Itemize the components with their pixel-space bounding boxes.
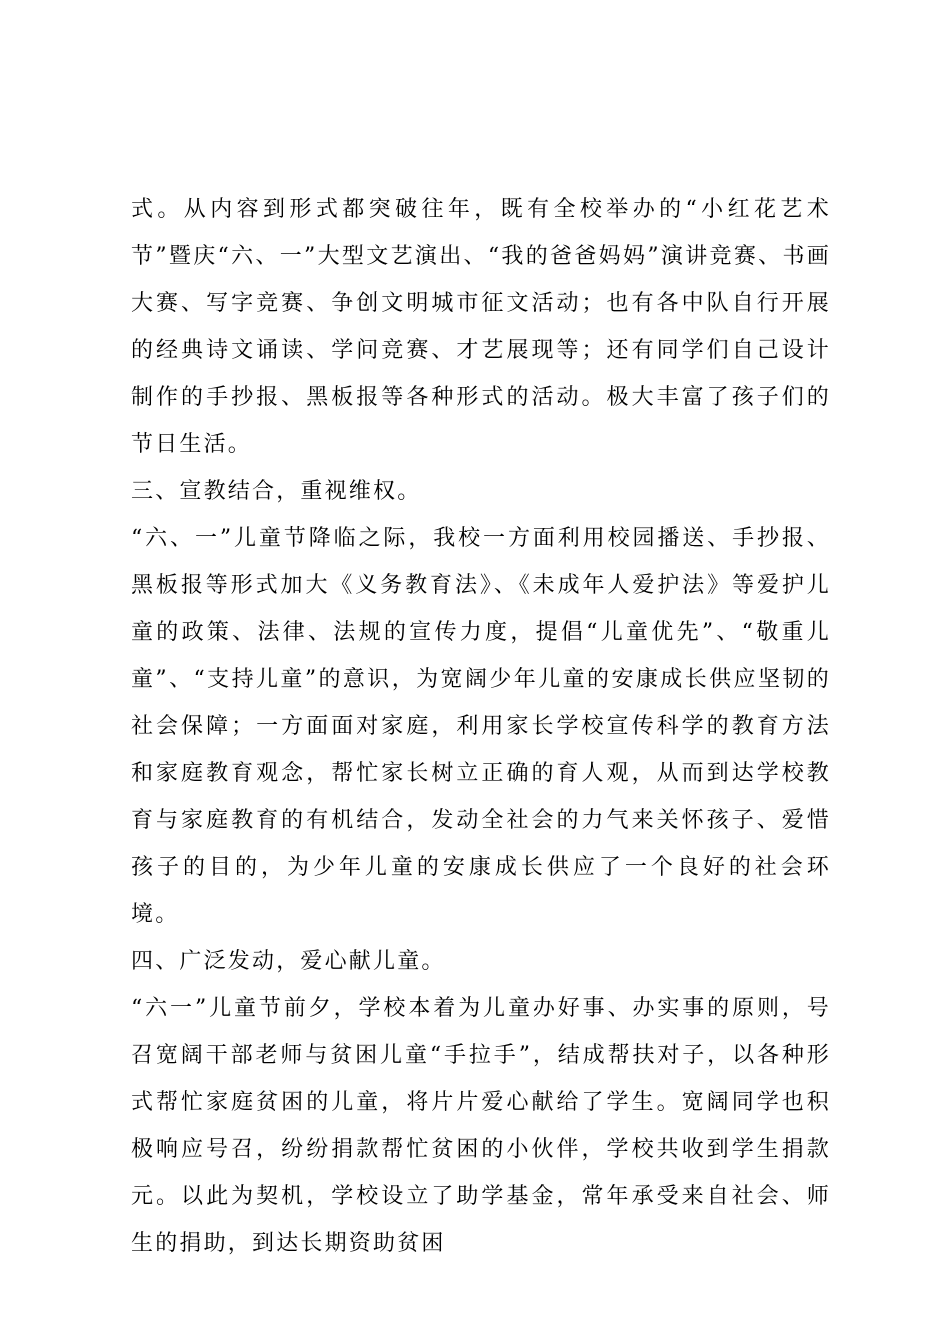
document-body <box>131 186 831 1267</box>
paragraph-activities-continued: 式。从内容到形式都突破往年，既有全校举办的“小红花艺术节”暨庆“六、一”大型文艺演出、“我的爸爸妈妈”演讲竞赛、书画大赛、写字竞赛、争创文明城市征文活动；也有各中队自行开展的经典诗文诵读、学问竞赛、才艺展现等；还有同学们自己设计制作的手抄报、黑板报等各种形式的活动。极大丰富了孩子们的节日生活。 <box>131 197 831 457</box>
section-heading-4: 四、广泛发动，爱心献儿童。 <box>131 949 446 974</box>
section-heading-3: 三、宣教结合，重视维权。 <box>131 479 422 504</box>
paragraph-rights-publicity: “六、一”儿童节降临之际，我校一方面利用校园播送、手抄报、黑板报等形式加大《义务教育法》、《未成年人爱护法》等爱护儿童的政策、法律、法规的宣传力度，提倡“儿童优先”、“敬重儿童”、“支持儿童”的意识，为宽阔少年儿童的安康成长供应坚韧的社会保障；一方面面对家庭，利用家长学校宣传科学的教育方法和家庭教育观念，帮忙家长树立正确的育人观，从而到达学校教育与家庭教育的有机结合，发动全社会的力气来关怀孩子、爱惜孩子的目的，为少年儿童的安康成长供应了一个良好的社会环境。 <box>131 526 831 927</box>
paragraph-charity: “六一”儿童节前夕，学校本着为儿童办好事、办实事的原则，号召宽阔干部老师与贫困儿童“手拉手”，结成帮扶对子，以各种形式帮忙家庭贫困的儿童，将片片爱心献给了学生。宽阔同学也积极响应号召，纷纷捐款帮忙贫困的小伙伴，学校共收到学生捐款元。以此为契机，学校设立了助学基金，常年承受来自社会、师生的捐助，到达长期资助贫困 <box>131 996 831 1256</box>
